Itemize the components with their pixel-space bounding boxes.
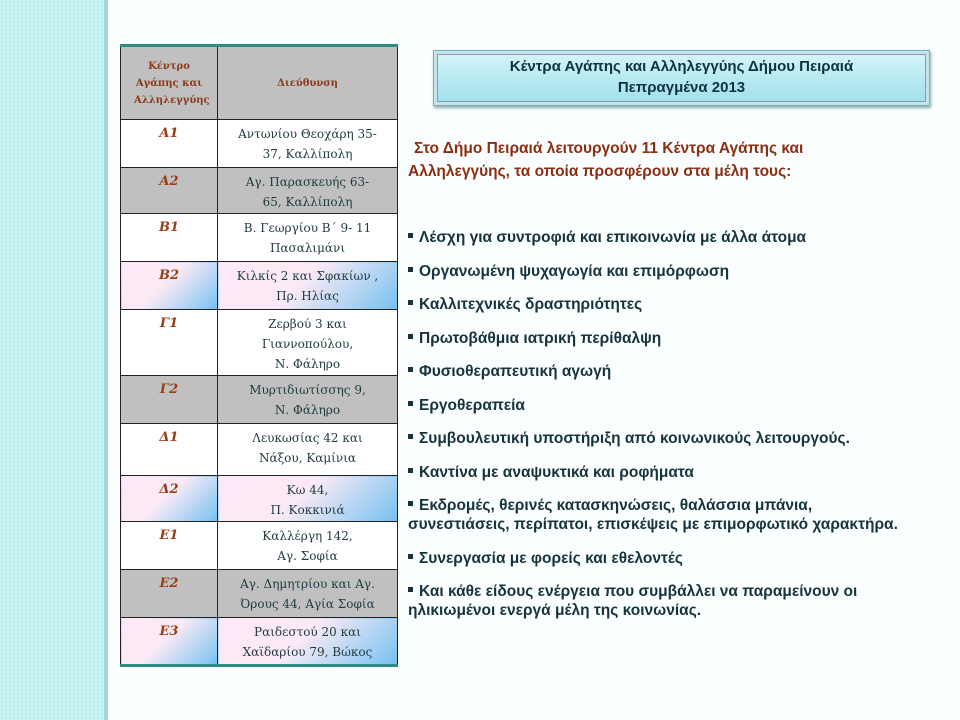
intro-line-1: Στο Δήμο Πειραιά λειτουργούν 11 Κέντρα Αγάπης και	[414, 140, 804, 157]
address-line: Μυρτιδιωτίσσης 9,	[249, 383, 366, 397]
center-code: Β2	[158, 268, 180, 283]
center-code-cell	[121, 618, 218, 666]
center-code: Δ1	[159, 430, 179, 445]
square-bullet-icon	[408, 468, 413, 473]
address-line: Πασαλιμάνι	[269, 241, 346, 255]
services-list	[408, 228, 908, 635]
page-title: Κέντρα Αγάπης και Αλληλεγγύης Δήμου Πειραιά	[509, 58, 854, 75]
table-row	[121, 214, 398, 262]
list-item	[408, 429, 908, 448]
service-text: Πρωτοβάθμια ιατρική περίθαλψη	[419, 329, 662, 347]
address-cell	[218, 120, 398, 168]
address-cell	[218, 214, 398, 262]
center-code: Β1	[158, 220, 180, 235]
list-item	[408, 262, 908, 281]
table-row	[121, 262, 398, 310]
address-line: Όρους 44, Αγία Σοφία	[240, 597, 375, 611]
page-title-box	[433, 50, 930, 106]
center-code-cell	[121, 376, 218, 424]
list-item	[408, 329, 908, 348]
address-text	[218, 476, 397, 520]
address-line: Κω 44,	[286, 483, 329, 497]
table-row	[121, 376, 398, 424]
address-cell	[218, 618, 398, 666]
address-cell	[218, 570, 398, 618]
address-cell	[218, 424, 398, 476]
square-bullet-icon	[408, 233, 413, 238]
address-cell	[218, 310, 398, 376]
address-line: Χαϊδαρίου 79, Βώκος	[242, 645, 373, 659]
center-code-cell	[121, 310, 218, 376]
center-code-cell	[121, 262, 218, 310]
address-text	[218, 424, 397, 468]
address-line: Β. Γεωργίου Β΄ 9- 11	[243, 221, 372, 235]
address-text	[218, 618, 397, 662]
address-line: Γιαννοπούλου,	[261, 337, 354, 351]
center-code-cell	[121, 120, 218, 168]
address-cell	[218, 376, 398, 424]
square-bullet-icon	[408, 401, 413, 406]
square-bullet-icon	[408, 267, 413, 272]
list-item	[408, 582, 908, 620]
table-header-row	[121, 46, 398, 120]
address-line: Ζερβού 3 και	[268, 317, 347, 331]
address-line: 65, Καλλίπολη	[262, 195, 353, 209]
address-line: Νάξου, Καμίνια	[258, 451, 357, 465]
center-code-cell	[121, 168, 218, 214]
table-row	[121, 618, 398, 666]
service-text: Εργοθεραπεία	[419, 396, 525, 414]
header-center-label: Κέντρο Αγάπης και Αλληλεγγύης	[134, 60, 210, 106]
address-line: Ν. Φάληρο	[274, 403, 341, 417]
center-code-cell	[121, 424, 218, 476]
address-cell	[218, 168, 398, 214]
address-text	[218, 168, 397, 212]
square-bullet-icon	[408, 367, 413, 372]
address-line: Π. Κοκκινιά	[270, 503, 345, 517]
intro-text	[408, 137, 908, 183]
list-item	[408, 295, 908, 314]
address-line: Αγ. Δημητρίου και Αγ.	[240, 577, 375, 591]
address-line: Ραιδεστού 20 και	[254, 625, 361, 639]
table-row	[121, 476, 398, 522]
service-text: Συμβουλευτική υποστήριξη από κοινωνικούς λειτουργούς.	[419, 430, 850, 447]
list-item	[408, 549, 908, 568]
square-bullet-icon	[408, 587, 413, 592]
header-address: Διεύθυνση	[218, 46, 398, 120]
center-code: Α1	[159, 126, 179, 141]
service-text: Και κάθε είδους ενέργεια που συμβάλλει να παραμείνουν οι ηλικιωμένοι ενεργά μέλη της κοινωνίας.	[408, 583, 858, 619]
center-code: Δ2	[159, 482, 179, 497]
square-bullet-icon	[408, 434, 413, 439]
list-item	[408, 463, 908, 482]
square-bullet-icon	[408, 554, 413, 559]
address-text	[218, 570, 397, 614]
table-row	[121, 424, 398, 476]
address-text	[218, 310, 397, 374]
address-cell	[218, 522, 398, 570]
list-item	[408, 362, 908, 381]
intro-line-2: Αλληλεγγύης, τα οποία προσφέρουν στα μέλη τους:	[408, 163, 792, 180]
address-line: Ν. Φάληρο	[274, 357, 341, 371]
table-row	[121, 570, 398, 618]
header-center	[121, 46, 218, 120]
center-code: Ε3	[159, 624, 179, 639]
side-strip-edge	[104, 0, 108, 720]
address-line: 37, Καλλίπολη	[262, 147, 353, 161]
list-item	[408, 228, 908, 247]
service-text: Οργανωμένη ψυχαγωγία και επιμόρφωση	[419, 262, 730, 280]
center-code: Γ1	[159, 316, 179, 331]
center-code-cell	[121, 476, 218, 522]
address-text	[218, 262, 397, 306]
page-subtitle: Πεπραγμένα 2013	[617, 79, 746, 96]
service-text: Φυσιοθεραπευτική αγωγή	[419, 363, 612, 380]
list-item	[408, 496, 908, 534]
address-line: Αγ. Παρασκευής 63-	[245, 175, 370, 189]
square-bullet-icon	[408, 501, 413, 506]
table-row	[121, 120, 398, 168]
center-code: Α2	[159, 174, 179, 189]
address-line: Πρ. Ηλίας	[276, 289, 339, 303]
address-line: Καλλέργη 142,	[262, 529, 353, 543]
service-text: Εκδρομές, θερινές κατασκηνώσεις, θαλάσσια μπάνια, συνεστιάσεις, περίπατοι, επισκέψεις με επιμορφωτικό χαρακτήρα.	[408, 497, 898, 533]
service-text: Λέσχη για συντροφιά και επικοινωνία με άλλα άτομα	[419, 229, 807, 246]
centers-table	[120, 44, 398, 667]
address-line: Αγ. Σοφία	[277, 549, 338, 563]
address-text	[218, 522, 397, 566]
center-code: Ε1	[159, 528, 179, 543]
center-code: Γ2	[159, 382, 179, 397]
address-line: Αντωνίου Θεοχάρη 35-	[238, 127, 377, 141]
address-cell	[218, 262, 398, 310]
list-item	[408, 396, 908, 415]
address-line: Λευκωσίας 42 και	[252, 431, 363, 445]
center-code: Ε2	[159, 576, 179, 591]
address-cell	[218, 476, 398, 522]
address-line: Κιλκίς 2 και Σφακίων ,	[236, 269, 379, 283]
address-text	[218, 214, 397, 258]
square-bullet-icon	[408, 300, 413, 305]
center-code-cell	[121, 214, 218, 262]
center-code-cell	[121, 570, 218, 618]
address-text	[218, 120, 397, 164]
decorative-side-strip	[0, 0, 104, 720]
table-row	[121, 310, 398, 376]
service-text: Συνεργασία με φορείς και εθελοντές	[419, 549, 683, 567]
address-text	[218, 376, 397, 420]
table-row	[121, 522, 398, 570]
table-row	[121, 168, 398, 214]
service-text: Καντίνα με αναψυκτικά και ροφήματα	[419, 463, 694, 481]
service-text: Καλλιτεχνικές δραστηριότητες	[419, 296, 643, 313]
square-bullet-icon	[408, 334, 413, 339]
center-code-cell	[121, 522, 218, 570]
